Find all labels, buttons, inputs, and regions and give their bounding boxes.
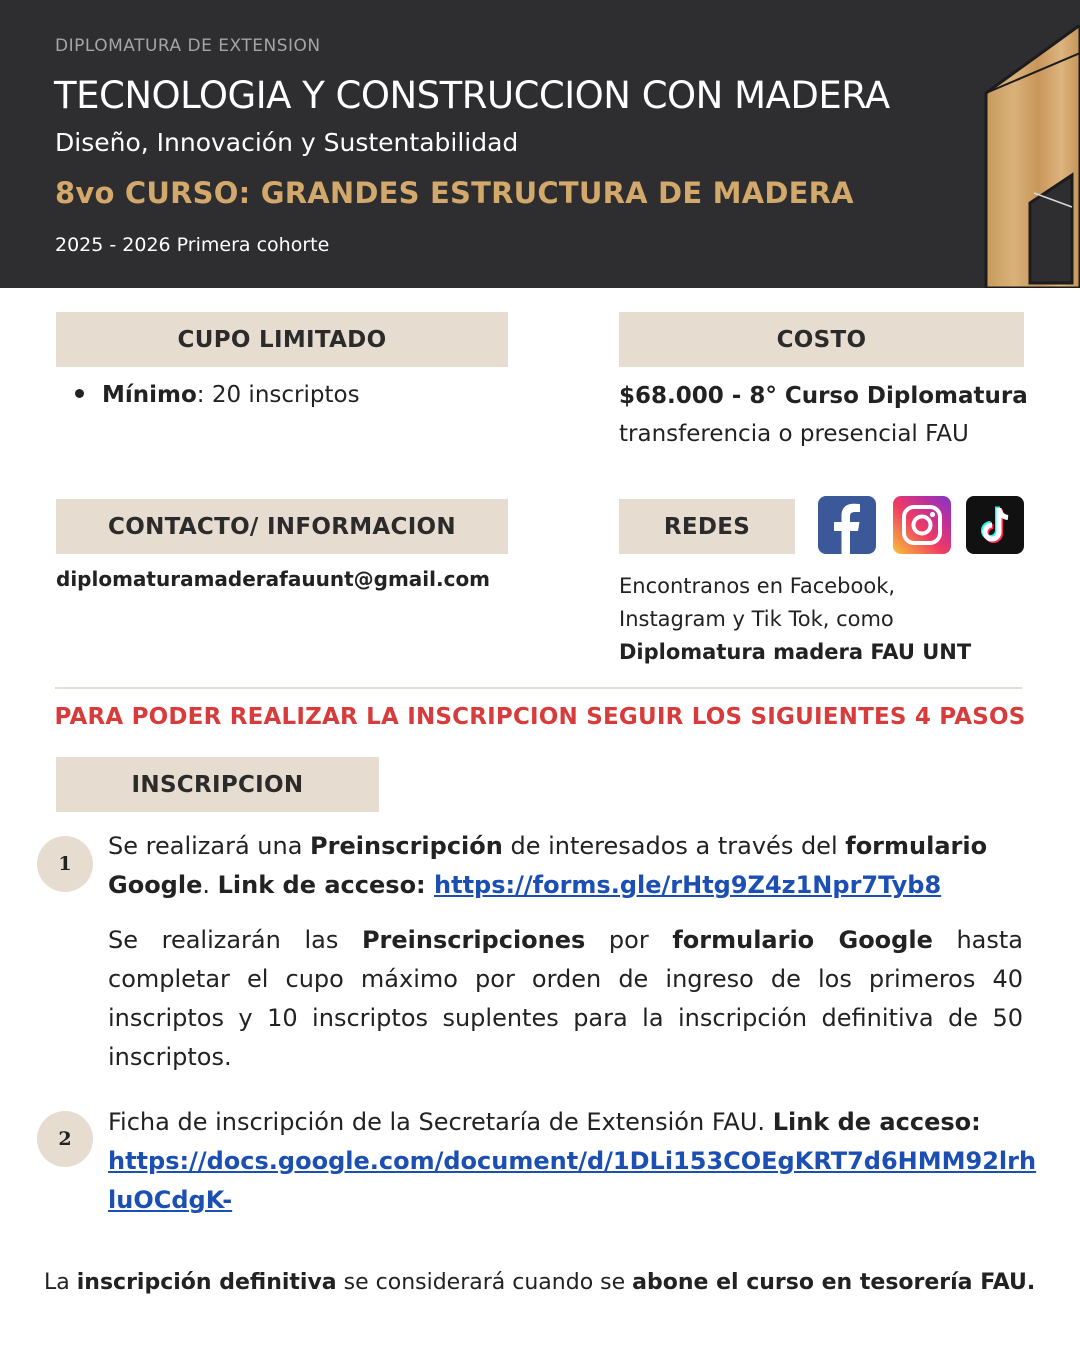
costo-method: transferencia o presencial FAU	[619, 421, 969, 447]
facebook-glyph	[818, 496, 876, 554]
step-1-detail-b1: Preinscripciones	[361, 926, 586, 954]
google-doc-link-line-2: luOCdgK-	[108, 1186, 233, 1214]
google-doc-link-line-1: https://docs.google.com/document/d/1DLi153COEgKRT7d6HMM92lrh	[108, 1147, 1037, 1175]
minimo-value: : 20 inscriptos	[196, 382, 360, 408]
eyebrow-text: DIPLOMATURA DE EXTENSION	[55, 36, 321, 56]
footer-note	[44, 1270, 1035, 1295]
cohort-text: 2025 - 2026 Primera cohorte	[55, 234, 330, 256]
step-2-t1: Ficha de inscripción de la Secretaría de Extensión FAU.	[108, 1108, 773, 1136]
bullet-icon	[75, 389, 84, 398]
step-1-b1: Preinscripción	[310, 832, 503, 860]
cupo-minimo	[75, 382, 360, 408]
redes-label: REDES	[619, 499, 795, 554]
instagram-glyph	[893, 496, 951, 554]
course-title: 8vo CURSO: GRANDES ESTRUCTURA DE MADERA	[55, 176, 854, 210]
page-title: TECNOLOGIA Y CONSTRUCCION CON MADERA	[54, 74, 890, 117]
redes-line-2: Instagram y Tik Tok, como	[619, 607, 894, 631]
step-1-number: 1	[37, 836, 93, 892]
step-1-detail	[108, 921, 1023, 1077]
header-banner	[0, 0, 1080, 288]
step-1-b2: formulario Google	[108, 832, 988, 899]
facebook-icon[interactable]	[818, 496, 876, 554]
step-1-t2: de interesados a través del	[502, 832, 846, 860]
tiktok-glyph	[966, 496, 1024, 554]
wood-structure-illustration	[978, 25, 1080, 288]
contacto-label: CONTACTO/ INFORMACION	[56, 499, 508, 554]
costo-price: $68.000 - 8° Curso Diplomatura	[619, 383, 1028, 409]
step-1-text	[108, 827, 1023, 905]
step-1-t3: .	[202, 871, 218, 899]
step-1-detail-t3: hasta completar el cupo máximo por orden de ingreso de los primeros 40 inscriptos y 10 inscriptos suplentes para la inscripción definitiva de 50 inscriptos.	[108, 926, 1024, 1071]
footer-t1: La	[44, 1270, 77, 1295]
step-2-b1: Link de acceso:	[772, 1108, 981, 1136]
redes-description	[619, 570, 971, 669]
instagram-icon[interactable]	[893, 496, 951, 554]
inscripcion-label: INSCRIPCION	[56, 757, 379, 812]
google-doc-link[interactable]	[108, 1147, 1036, 1214]
contact-email[interactable]: diplomaturamaderafauunt@gmail.com	[56, 567, 491, 591]
section-divider	[55, 687, 1022, 689]
minimo-label: Mínimo	[102, 382, 197, 408]
costo-label: COSTO	[619, 312, 1024, 367]
footer-b2: abone el curso en tesorería FAU.	[632, 1270, 1036, 1295]
page-subtitle: Diseño, Innovación y Sustentabilidad	[55, 128, 519, 157]
step-1-b3: Link de acceso:	[217, 871, 435, 899]
step-2-text	[108, 1103, 1037, 1220]
step-1-t1: Se realizará una	[108, 832, 311, 860]
step-2-number: 2	[37, 1111, 93, 1167]
footer-t2: se considerará cuando se	[336, 1270, 633, 1295]
google-form-link[interactable]: https://forms.gle/rHtg9Z4z1Npr7Tyb8	[434, 871, 942, 899]
steps-message: PARA PODER REALIZAR LA INSCRIPCION SEGUIR LOS SIGUIENTES 4 PASOS	[54, 704, 1026, 730]
redes-handle: Diplomatura madera FAU UNT	[619, 640, 972, 664]
step-1-detail-t2: por	[585, 926, 673, 954]
cupo-label: CUPO LIMITADO	[56, 312, 508, 367]
step-1-detail-t1: Se realizarán las	[108, 926, 362, 954]
step-1-detail-b2: formulario Google	[672, 926, 933, 954]
footer-b1: inscripción definitiva	[76, 1270, 337, 1295]
tiktok-icon[interactable]	[966, 496, 1024, 554]
redes-line-1: Encontranos en Facebook,	[619, 574, 896, 598]
